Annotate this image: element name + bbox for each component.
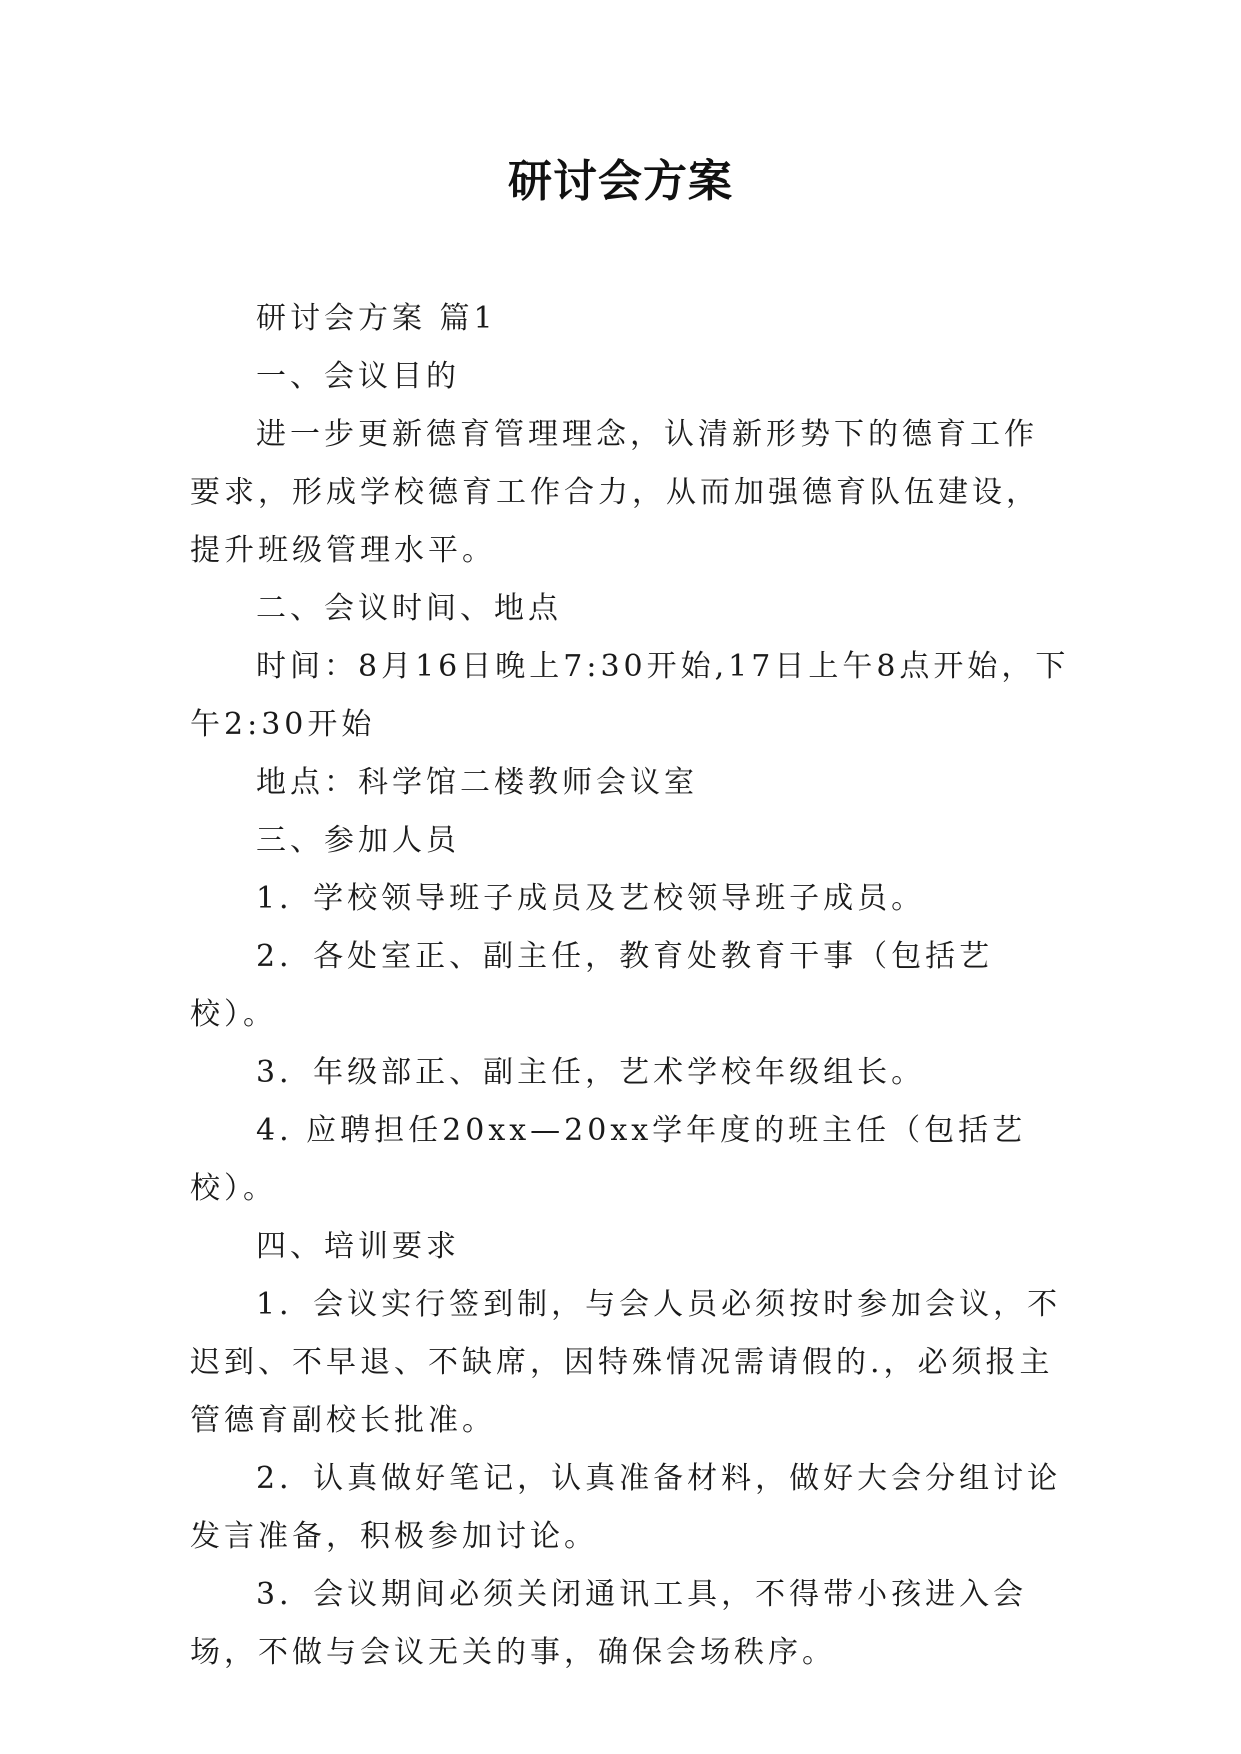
list-item: 3．会议期间必须关闭通讯工具，不得带小孩进入会场，不做与会议无关的事，确保会场秩序。 xyxy=(190,1577,1028,1670)
list-item: 4. 应聘担任20xx—20xx学年度的班主任（包括艺校）。 xyxy=(190,1113,1027,1206)
paragraph: 时间：8月16日晚上7:30开始,17日上午8点开始，下午2:30开始 xyxy=(190,649,1070,742)
list-item: 2．各处室正、副主任，教育处教育干事（包括艺校）。 xyxy=(190,939,994,1032)
list-item: 1．会议实行签到制，与会人员必须按时参加会议，不迟到、不早退、不缺席，因特殊情况需请假的.，必须报主管德育副校长批准。 xyxy=(190,1287,1062,1438)
list-item: 2．认真做好笔记，认真准备材料，做好大会分组讨论发言准备，积极参加讨论。 xyxy=(190,1461,1062,1554)
section-heading: 三、参加人员 xyxy=(256,823,460,858)
list-item: 3．年级部正、副主任，艺术学校年级组长。 xyxy=(256,1055,926,1090)
section-heading: 一、会议目的 xyxy=(256,359,460,394)
section-heading: 研讨会方案 篇1 xyxy=(256,301,497,336)
paragraph: 进一步更新德育管理理念，认清新形势下的德育工作要求，形成学校德育工作合力，从而加强德育队伍建设，提升班级管理水平。 xyxy=(190,417,1040,568)
document-title: 研讨会方案 xyxy=(508,156,733,207)
section-heading: 四、培训要求 xyxy=(256,1229,460,1264)
list-item: 1．学校领导班子成员及艺校领导班子成员。 xyxy=(256,881,926,916)
document-body xyxy=(190,290,1070,1682)
section-heading: 二、会议时间、地点 xyxy=(256,591,562,626)
paragraph: 地点：科学馆二楼教师会议室 xyxy=(256,765,698,800)
